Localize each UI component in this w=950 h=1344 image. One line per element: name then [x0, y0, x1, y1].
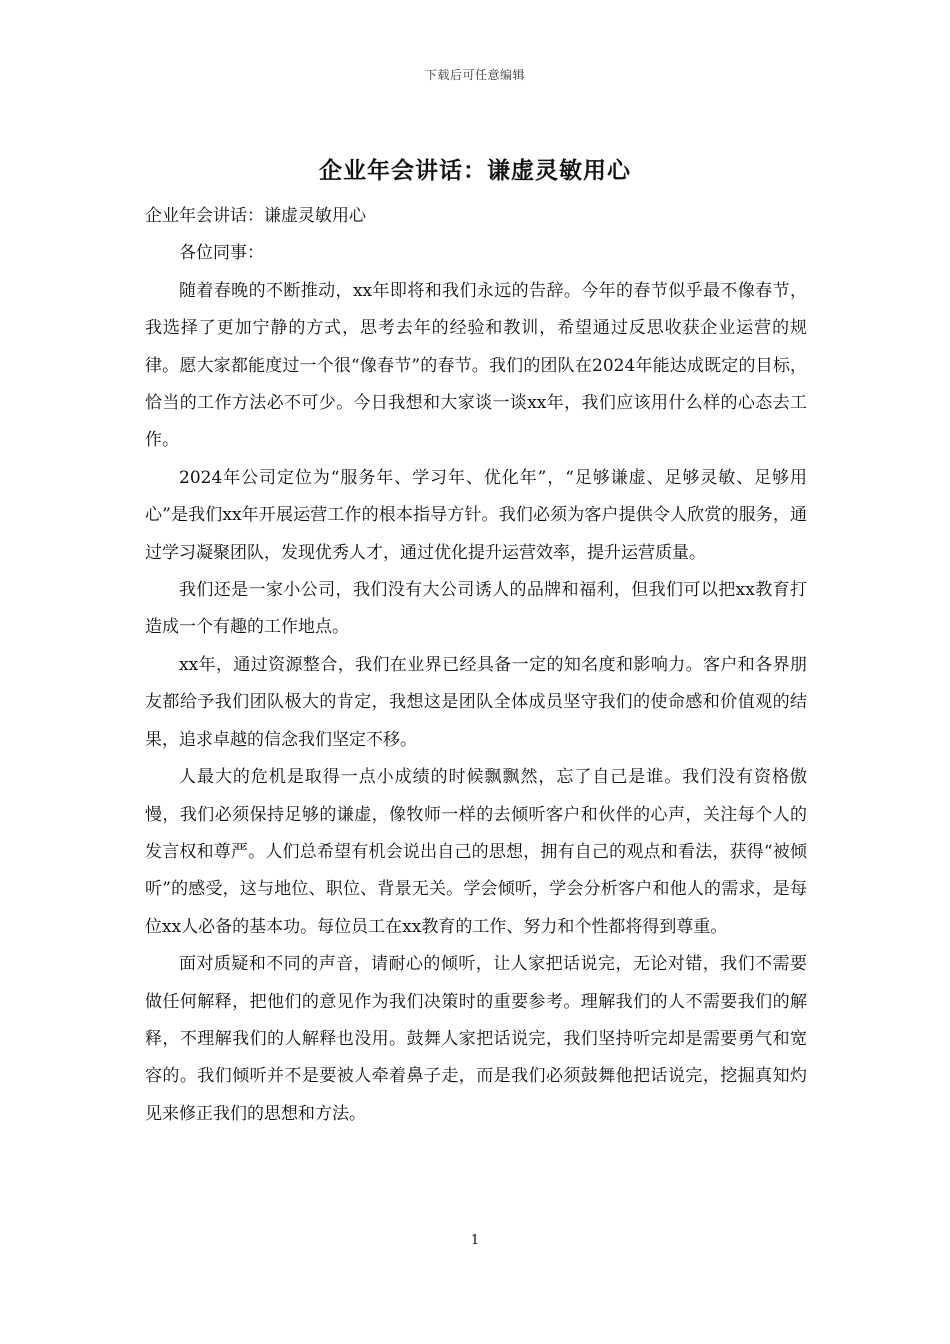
document-title: 企业年会讲话：谦虚灵敏用心	[319, 157, 631, 184]
body-paragraph: 面对质疑和不同的声音，请耐心的倾听，让人家把话说完，无论对错，我们不需要做任何解释，把他们的意见作为我们决策时的重要参考。理解我们的人不需要我们的解释，不理解我们的人解释也没用。鼓舞人家把话说完，我们坚持听完却是需要勇气和宽容的。我们倾听并不是要被人牵着鼻子走，而是我们必须鼓舞他把话说完，挖掘真知灼见来修正我们的思想和方法。	[145, 954, 807, 1124]
body-paragraph: 人最大的危机是取得一点小成绩的时候飘飘然，忘了自己是谁。我们没有资格傲慢，我们必须保持足够的谦虚，像牧师一样的去倾听客户和伙伴的心声，关注每个人的发言权和尊严。人们总希望有机会说出自己的思想，拥有自己的观点和看法，获得“被倾听”的感受，这与地位、职位、背景无关。学会倾听，学会分析客户和他人的需求，是每位xx人必备的基本功。每位员工在xx教育的工作、努力和个性都将得到尊重。	[145, 767, 807, 937]
body-paragraph: 我们还是一家小公司，我们没有大公司诱人的品牌和福利，但我们可以把xx教育打造成一个有趣的工作地点。	[145, 580, 807, 638]
salutation: 各位同事：	[179, 243, 264, 264]
body-paragraph: 2024年公司定位为“服务年、学习年、优化年”，“足够谦虚、足够灵敏、足够用心”是我们xx年开展运营工作的根本指导方针。我们必须为客户提供令人欣赏的服务，通过学习凝聚团队，发现优秀人才，通过优化提升运营效率，提升运营质量。	[145, 467, 807, 563]
body-paragraph: xx年，通过资源整合，我们在业界已经具备一定的知名度和影响力。客户和各界朋友都给予我们团队极大的肯定，我想这是团队全体成员坚守我们的使命感和价值观的结果，追求卓越的信念我们坚定不移。	[145, 654, 807, 750]
subtitle-line: 企业年会讲话：谦虚灵敏用心	[145, 206, 366, 226]
page-header-note: 下载后可任意编辑	[424, 68, 525, 82]
document-body	[145, 198, 807, 1133]
page-number: 1	[470, 1233, 480, 1248]
body-paragraph: 随着春晚的不断推动，xx年即将和我们永远的告辞。今年的春节似乎最不像春节，我选择了更加宁静的方式，思考去年的经验和教训，希望通过反思收获企业运营的规律。愿大家都能度过一个很“像春节”的春节。我们的团队在2024年能达成既定的目标，恰当的工作方法必不可少。今日我想和大家谈一谈xx年，我们应该用什么样的心态去工作。	[145, 280, 807, 451]
